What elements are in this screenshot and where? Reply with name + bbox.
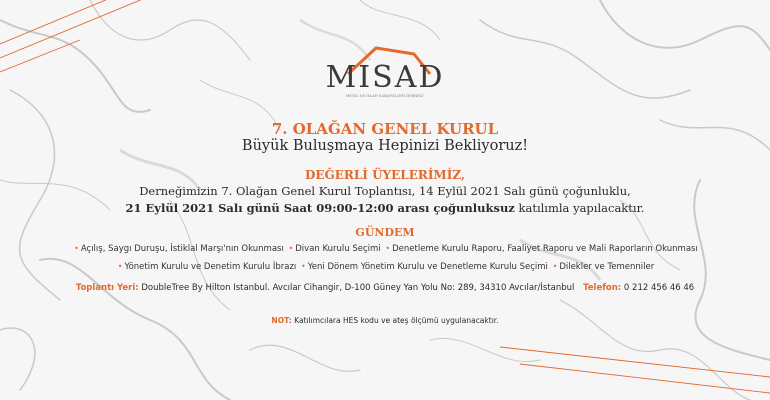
note-label: NOT: <box>271 316 292 325</box>
agenda-item: Açılış, Saygı Duruşu, İstiklal Marşı'nın Okunması <box>80 244 284 254</box>
meeting-place-label: Toplantı Yeri: <box>75 283 139 293</box>
agenda-item: Yönetim Kurulu ve Denetim Kurulu İbrazı <box>124 262 297 272</box>
misad-logo <box>318 40 452 106</box>
note <box>0 316 770 325</box>
agenda-item: Dilekler ve Temenniler <box>559 262 655 272</box>
bullet-icon: • <box>74 244 79 253</box>
body-line-2-rest: katılımla yapılacaktır. <box>514 201 645 215</box>
bullet-icon: • <box>385 244 391 253</box>
body-line-2-bold: 21 Eylül 2021 Salı günü Saat 09:00-12:00 arası çoğunluksuz <box>125 201 515 215</box>
agenda-item: Divan Kurulu Seçimi <box>295 244 381 254</box>
agenda-item: Denetleme Kurulu Raporu, Faaliyet Raporu ve Mali Raporların Okunması <box>392 244 698 254</box>
logo-subtext: METAL VE İSLAH SANAYİCİLERİ DERNEĞİ <box>346 94 424 98</box>
note-text: Katılımcılara HES kodu ve ateş ölçümü uygulanacaktır. <box>291 316 499 325</box>
meeting-info <box>0 283 770 293</box>
body-line-2 <box>0 201 770 215</box>
logo-wordmark: MISAD <box>325 60 445 95</box>
page-title: 7. OLAĞAN GENEL KURUL <box>271 120 499 138</box>
page-subtitle: Büyük Buluşmaya Hepinizi Bekliyoruz! <box>241 138 529 154</box>
agenda-title: GÜNDEM <box>355 226 415 239</box>
bullet-icon: • <box>552 262 558 271</box>
bullet-icon: • <box>117 262 123 271</box>
greeting: DEĞERLİ ÜYELERİMİZ, <box>304 168 466 182</box>
meeting-place-value: DoubleTree By Hilton Istanbul. Avcılar Cihangir, D-100 Güney Yan Yolu No: 289, 34310 Avcılar/İstanbul <box>138 283 575 293</box>
agenda-item: Yeni Dönem Yönetim Kurulu ve Denetleme Kurulu Seçimi <box>307 262 548 272</box>
body-line-1: Derneğimizin 7. Olağan Genel Kurul Toplantısı, 14 Eylül 2021 Salı günü çoğunluklu, <box>139 184 631 198</box>
meeting-phone-label: Telefon: <box>583 283 622 293</box>
bullet-icon: • <box>300 262 306 271</box>
agenda-row-2 <box>0 262 770 272</box>
meeting-phone-value: 0 212 456 46 46 <box>621 283 695 293</box>
agenda-row-1 <box>0 244 770 254</box>
bullet-icon: • <box>288 244 294 253</box>
